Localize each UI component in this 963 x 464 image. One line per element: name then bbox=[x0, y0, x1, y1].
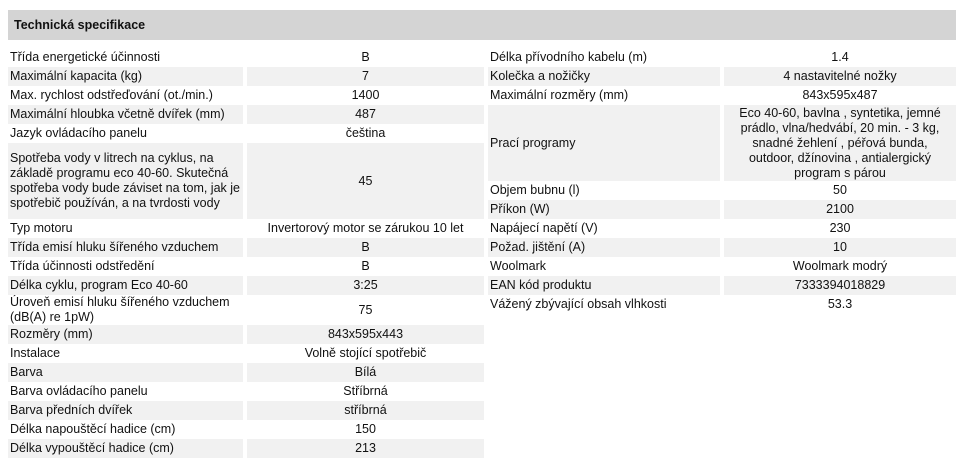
spec-label: Třída emisí hluku šířeného vzduchem bbox=[8, 238, 245, 257]
spec-value: 487 bbox=[245, 105, 484, 124]
spec-value: 213 bbox=[245, 439, 484, 458]
spec-label: Třída energetické účinnosti bbox=[8, 48, 245, 67]
spec-row bbox=[488, 67, 956, 86]
spec-value: 1.4 bbox=[831, 50, 849, 64]
spec-label: Třída účinnosti odstředění bbox=[8, 257, 245, 276]
spec-row bbox=[8, 401, 484, 420]
spec-value: 7 bbox=[245, 67, 484, 86]
spec-label: Jazyk ovládacího panelu bbox=[8, 124, 245, 143]
spec-label: Barva ovládacího panelu bbox=[8, 382, 245, 401]
spec-row bbox=[8, 276, 484, 295]
spec-row bbox=[8, 382, 484, 401]
spec-label: Objem bubnu (l) bbox=[488, 181, 722, 200]
spec-label: Prací programy bbox=[488, 105, 722, 181]
spec-label: Kolečka a nožičky bbox=[488, 67, 722, 86]
section-header bbox=[8, 10, 956, 40]
spec-row bbox=[8, 295, 484, 325]
spec-value: 1400 bbox=[351, 88, 380, 102]
spec-value: 843x595x443 bbox=[245, 325, 484, 344]
spec-label: Barva předních dvířek bbox=[8, 401, 245, 420]
spec-label: Instalace bbox=[8, 344, 245, 363]
spec-row bbox=[8, 86, 484, 105]
spec-label: Maximální kapacita (kg) bbox=[8, 67, 245, 86]
spec-value: 10 bbox=[722, 238, 956, 257]
spec-row bbox=[8, 325, 484, 344]
spec-value: 45 bbox=[245, 143, 484, 219]
spec-row bbox=[8, 105, 484, 124]
spec-label: Barva bbox=[8, 363, 245, 382]
spec-value: 150 bbox=[355, 422, 376, 436]
spec-value: 53.3 bbox=[827, 297, 853, 311]
spec-row bbox=[8, 257, 484, 276]
spec-label: Rozměry (mm) bbox=[8, 325, 245, 344]
spec-label: Napájecí napětí (V) bbox=[488, 219, 722, 238]
spec-value: 7333394018829 bbox=[722, 276, 956, 295]
spec-label: Maximální hloubka včetně dvířek (mm) bbox=[8, 105, 245, 124]
spec-value: B bbox=[361, 50, 370, 64]
spec-label: Úroveň emisí hluku šířeného vzduchem (dB(A) re 1pW) bbox=[8, 295, 245, 325]
spec-label: Požad. jištění (A) bbox=[488, 238, 722, 257]
section-title: Technická specifikace bbox=[14, 18, 146, 32]
spec-row bbox=[488, 238, 956, 257]
spec-row bbox=[488, 48, 956, 67]
spec-label: Vážený zbývající obsah vlhkosti bbox=[488, 295, 722, 314]
spec-row bbox=[488, 86, 956, 105]
spec-row bbox=[8, 219, 484, 238]
spec-value: Volně stojící spotřebič bbox=[304, 346, 427, 360]
spec-row bbox=[488, 200, 956, 219]
spec-label: Typ motoru bbox=[8, 219, 245, 238]
spec-value: stříbrná bbox=[245, 401, 484, 420]
spec-value: 843x595x487 bbox=[802, 88, 878, 102]
spec-value: Bílá bbox=[245, 363, 484, 382]
spec-table-right bbox=[488, 48, 956, 314]
spec-row bbox=[8, 439, 484, 458]
spec-label: Max. rychlost odstřeďování (ot./min.) bbox=[8, 86, 245, 105]
spec-row bbox=[488, 276, 956, 295]
spec-table-left bbox=[8, 48, 484, 458]
spec-value: 2100 bbox=[722, 200, 956, 219]
spec-value: B bbox=[245, 238, 484, 257]
spec-label: Příkon (W) bbox=[488, 200, 722, 219]
spec-value: Stříbrná bbox=[343, 384, 388, 398]
spec-row bbox=[8, 363, 484, 382]
spec-value: 75 bbox=[358, 302, 373, 317]
spec-label: Délka vypouštěcí hadice (cm) bbox=[8, 439, 245, 458]
spec-row bbox=[488, 181, 956, 200]
spec-row bbox=[8, 48, 484, 67]
spec-value: 4 nastavitelné nožky bbox=[722, 67, 956, 86]
spec-row bbox=[488, 295, 956, 314]
spec-label: Woolmark bbox=[488, 257, 722, 276]
spec-label: Spotřeba vody v litrech na cyklus, na základě programu eco 40-60. Skutečná spotřeba vody bude záviset na tom, jak je spotřebič používán, a na tvrdosti vody bbox=[8, 143, 245, 219]
spec-row bbox=[488, 257, 956, 276]
spec-row bbox=[488, 219, 956, 238]
spec-row bbox=[8, 344, 484, 363]
spec-row bbox=[8, 420, 484, 439]
spec-value: B bbox=[361, 259, 370, 273]
spec-row bbox=[8, 124, 484, 143]
spec-row bbox=[8, 143, 484, 219]
spec-row bbox=[8, 238, 484, 257]
spec-label: Maximální rozměry (mm) bbox=[488, 86, 722, 105]
spec-value: Woolmark modrý bbox=[792, 259, 888, 273]
spec-label: EAN kód produktu bbox=[488, 276, 722, 295]
spec-value: 50 bbox=[833, 183, 847, 197]
spec-label: Délka cyklu, program Eco 40-60 bbox=[8, 276, 245, 295]
spec-value: 230 bbox=[829, 221, 851, 235]
spec-label: Délka napouštěcí hadice (cm) bbox=[8, 420, 245, 439]
spec-value: čeština bbox=[345, 126, 386, 140]
spec-value: Invertorový motor se zárukou 10 let bbox=[267, 221, 464, 235]
spec-value: Eco 40-60, bavlna , syntetika, jemné prádlo, vlna/hedvábí, 20 min. - 3 kg, snadné žehlení , péřová bunda, outdoor, džínovina , antialergický program s párou bbox=[722, 105, 956, 181]
spec-value: 3:25 bbox=[245, 276, 484, 295]
spec-row bbox=[488, 105, 956, 181]
spec-row bbox=[8, 67, 484, 86]
spec-label: Délka přívodního kabelu (m) bbox=[488, 48, 722, 67]
